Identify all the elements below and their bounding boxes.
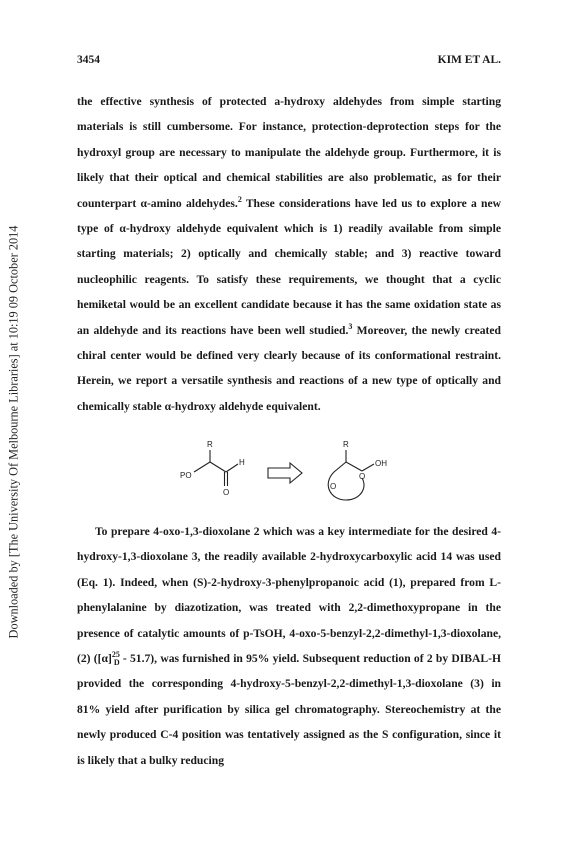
- reference-3: 3: [348, 321, 353, 331]
- reaction-scheme: [170, 438, 410, 508]
- paragraph-synthesis: [77, 519, 501, 773]
- rotation-wavelength: D: [113, 658, 120, 668]
- left-po-label: PO: [180, 471, 192, 480]
- download-stamp-text: Downloaded by [The University Of Melbourne Libraries] at 10:19 09 October 2014: [6, 225, 21, 639]
- paragraph-intro: [77, 89, 501, 419]
- left-o-label: O: [223, 488, 230, 497]
- page-number: 3454: [77, 54, 100, 66]
- right-r-label: R: [343, 440, 349, 449]
- paragraph-synthesis-text-a: To prepare 4-oxo-1,3-dioxolane 2 which was a key intermediate for the desired 4-hydroxy-1,3-dioxolane 3, the readily available 2-hydroxycarboxylic acid 14 was used (Eq. 1). Indeed, when (S)-2-hydroxy-3-phenylpropanoic acid (1), prepared from L-phenylalanine by diazotization, was treated with 2,2-dimethoxypropane in the presence of catalytic amounts of p-TsOH, 4-oxo-5-benzyl-2,2-dimethyl-1,3-dioxolane, (2) ([α]: [77, 525, 501, 666]
- reference-2: 2: [237, 194, 242, 204]
- protected-aldehyde-structure: [194, 450, 238, 486]
- right-o-bottom-label: O: [330, 482, 337, 491]
- paragraph-intro-text-b: These considerations have led us to explore a new type of α-hydroxy aldehyde equivalent which is 1) readily available from simple starting materials; 2) optically and chemically stable; and 3) reactive toward nucleophilic reagents. To satisfy these requirements, we thought that a cyclic hemiketal would be an excellent candidate because it has the same oxidation state as an aldehyde and its reactions have been well studied.: [77, 196, 501, 337]
- right-oh-label: OH: [375, 459, 387, 468]
- left-r-label: R: [207, 440, 213, 449]
- paragraph-intro-text-c: Moreover, the newly created chiral center would be defined very clearly because of its conformational restraint. Herein, we report a versatile synthesis and reactions of a new type of optically and chemically stable α-hydroxy aldehyde equivalent.: [77, 323, 501, 413]
- paragraph-synthesis-text-b: - 51.7), was furnished in 95% yield. Subsequent reduction of 2 by DIBAL-H provided the corresponding 4-hydroxy-5-benzyl-2,2-dimethyl-1,3-dioxolane (3) in 81% yield after purification by silica gel chromatography. Stereochemistry at the newly produced C-4 position was tentatively assigned as the S configuration, since it is likely that a bulky reducing: [77, 652, 501, 767]
- right-o-top-label: O: [359, 472, 366, 481]
- download-stamp: [0, 0, 28, 864]
- paragraph-intro-text-a: the effective synthesis of protected a-hydroxy aldehydes from simple starting materials is still cumbersome. For instance, protection-deprotection steps for the hydroxyl group are necessary to manipulate the aldehyde group. Furthermore, it is likely that their optical and chemical stabilities are also problematic, as for their counterpart α-amino aldehydes.: [77, 95, 501, 210]
- left-h-label: H: [239, 458, 245, 467]
- cyclic-hemiketal-structure: [328, 450, 374, 500]
- running-title: KIM ET AL.: [437, 54, 501, 66]
- rotation-temperature: 25: [111, 650, 120, 660]
- hollow-arrow-icon: [268, 463, 302, 483]
